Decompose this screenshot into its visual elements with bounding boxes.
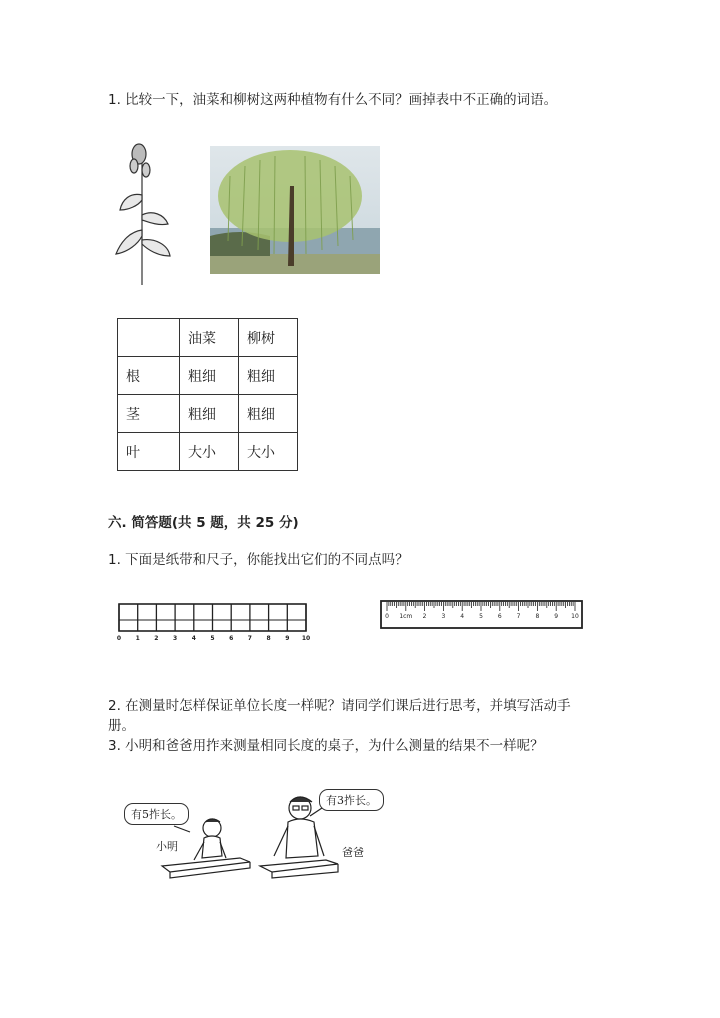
table-cell: 根: [118, 357, 180, 395]
strip-label: 7: [247, 635, 252, 642]
ruler-label: 3: [441, 613, 446, 620]
name-label-xiaoming: 小明: [156, 840, 178, 853]
table-cell[interactable]: 粗细: [180, 357, 239, 395]
willow-tree-image: [210, 146, 380, 274]
strip-label: 0: [116, 635, 122, 642]
ruler-label: 9: [554, 613, 559, 620]
comparison-table: [117, 318, 298, 471]
ruler-label: 0: [385, 613, 389, 620]
table-cell: 茎: [118, 395, 180, 433]
ruler-label: 5: [479, 613, 483, 620]
rapeseed-plant-image: [112, 140, 174, 288]
ruler-label: 2: [422, 613, 427, 620]
table-header-cell: 油菜: [180, 319, 239, 357]
table-cell[interactable]: 粗细: [239, 395, 298, 433]
strip-label: 3: [173, 635, 178, 642]
strip-label: 9: [285, 635, 290, 642]
table-cell: 叶: [118, 433, 180, 471]
ruler-label: 10: [571, 613, 579, 620]
short-question-3-text: 3. 小明和爸爸用拃来测量相同长度的桌子，为什么测量的结果不一样呢？: [108, 738, 544, 754]
table-cell[interactable]: 粗细: [180, 395, 239, 433]
speech-bubble-left: 有5拃长。: [124, 803, 189, 825]
speech-bubble-right: 有3拃长。: [319, 789, 384, 811]
section-title: 六. 简答题(共 5 题，共 25 分): [108, 515, 299, 531]
short-question-2-line2: 册。: [108, 718, 135, 734]
table-cell[interactable]: 大小: [180, 433, 239, 471]
question-1-text: 1. 比较一下，油菜和柳树这两种植物有什么不同？画掉表中不正确的词语。: [108, 92, 558, 108]
ruler-image: [378, 598, 586, 632]
table-header-row: [118, 319, 298, 357]
name-label-dad: 爸爸: [342, 846, 364, 859]
ruler-label: 4: [460, 613, 465, 620]
table-header-cell: 柳树: [239, 319, 298, 357]
strip-label: 6: [229, 635, 234, 642]
table-header-cell: [118, 319, 180, 357]
table-cell[interactable]: 大小: [239, 433, 298, 471]
illustration-drawing: [110, 786, 410, 886]
strip-label: 5: [210, 635, 215, 642]
table-row: [118, 395, 298, 433]
ruler-label: 6: [497, 613, 502, 620]
measuring-illustration: [110, 786, 410, 886]
ruler-label: 8: [535, 613, 540, 620]
strip-label: 2: [154, 635, 159, 642]
strip-label: 10: [301, 635, 311, 642]
strip-label: 1: [135, 635, 140, 642]
strip-label: 8: [266, 635, 271, 642]
table-cell[interactable]: 粗细: [239, 357, 298, 395]
short-question-2-line1: 2. 在测量时怎样保证单位长度一样呢？请同学们课后进行思考，并填写活动手: [108, 698, 571, 714]
table-row: [118, 433, 298, 471]
strip-label: 4: [191, 635, 196, 642]
paper-strip-image: [114, 600, 314, 642]
short-question-1-text: 1. 下面是纸带和尺子，你能找出它们的不同点吗？: [108, 552, 409, 568]
ruler-label: 1cm: [399, 613, 413, 620]
table-row: [118, 357, 298, 395]
ruler-label: 7: [516, 613, 521, 620]
